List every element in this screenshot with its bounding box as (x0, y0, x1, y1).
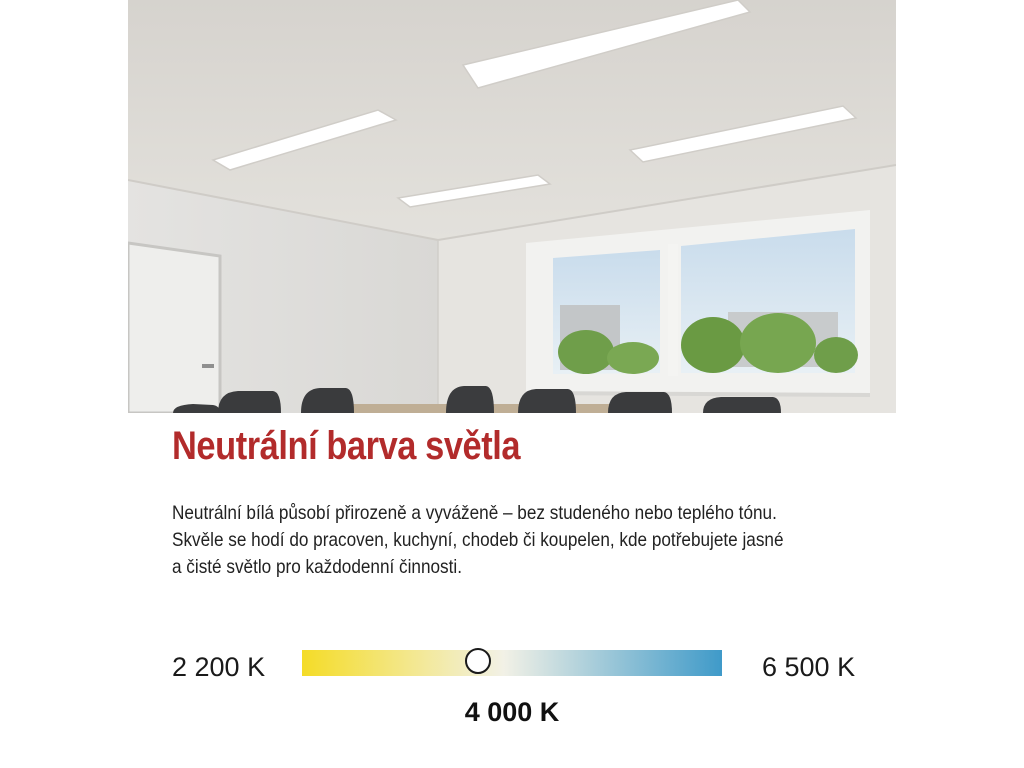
color-temperature-gradient-bar (302, 650, 722, 676)
current-temperature-marker (465, 648, 491, 674)
current-temperature-label: 4 000 K (464, 697, 560, 727)
scale-max-label: 6 500 K (762, 652, 856, 682)
description-line: Neutrální bílá působí přirozeně a vyváženě – bez studeného nebo teplého tónu. (172, 502, 777, 524)
headline: Neutrální barva světla (172, 424, 521, 468)
description (172, 500, 841, 581)
scale-min-label: 2 200 K (172, 652, 266, 682)
room-photo (128, 0, 896, 413)
description-line: a čisté světlo pro každodenní činnosti. (172, 556, 462, 578)
description-line: Skvěle se hodí do pracoven, kuchyní, chodeb či koupelen, kde potřebujete jasné (172, 529, 784, 551)
